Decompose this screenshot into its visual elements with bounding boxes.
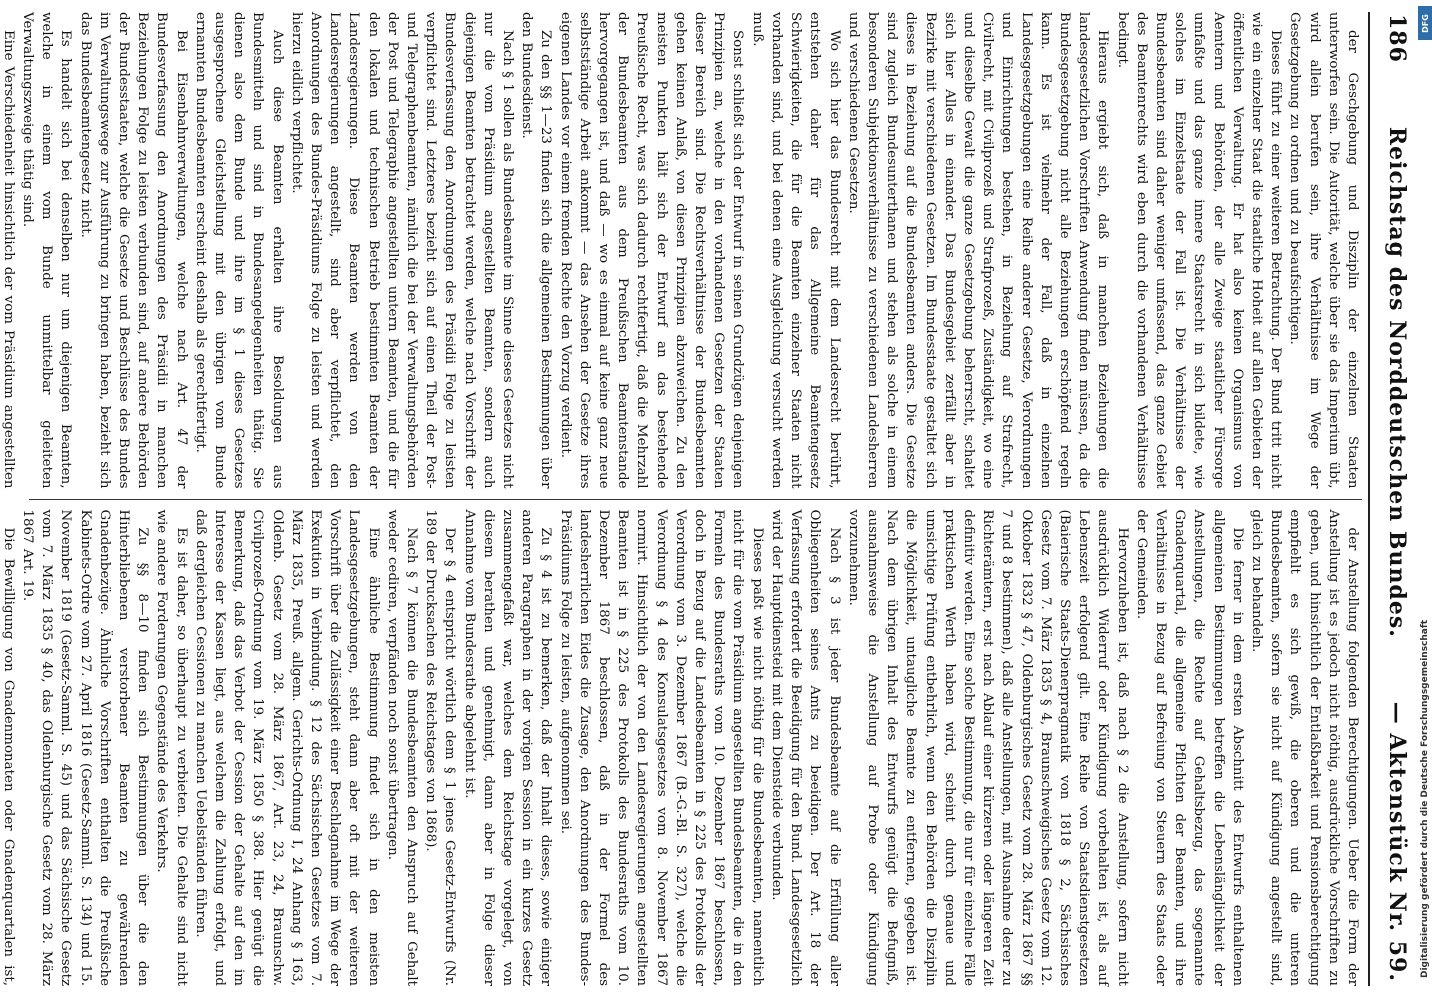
body-paragraph: Eine Verschiedenheit hinsichtlich der vom Präsidium angestellten [0, 30, 16, 489]
body-paragraph: Nach § 7 können die Bundesbeamten den Anspruch auf Gehalt weder cediren, verpfänden noch sonst übertragen. [384, 509, 420, 986]
running-head-left-title: Reichstag des Norddeutschen Bundes. [1384, 126, 1410, 638]
body-paragraph: Zu den §§ 1—23 finden sich die allgemeinen Bestimmungen über den Bundesdienst. [519, 12, 554, 489]
body-paragraph: Es ist daher, so überhaupt zu verbieten. Die Gehalte sind nicht wie andere Forderungen Gegenstände des Verkehrs. [154, 509, 189, 986]
body-paragraph: Es handelt sich bei denselben nur um diejenigen Beamten, welche in einem vom Bunde unmittelbar geleiteten Verwaltungszweige thätig sind. [19, 12, 74, 489]
body-paragraph: Eine ähnliche Bestimmung findet sich in den meisten Landesgesetzgebungen, steht dann aber oft mit der weiteren Vorschrift über die Zulässigkeit einer Beschlagnahme im Wege der Exekution in Verbindung. § 12 des Sächsischen Gesetzes vom 7. März 1835, Preuß. allgem. Gerichts-Ordnung I, 24 Anhang § 163, Oldenb. Gesetz vom 28. März 1867, Art. 23, 24, Braunschw. Civilprozeß-Ordnung vom 19. März 1850 § 388. Hier genügt die Bemerkung, daß das Verbot der Cession der Gehalte auf den im Interesse der Kassen liegt, aus welchem die Zahlung erfolgt, und daß dergleichen Cessionen zu manchen Uebelständen führen. [192, 509, 381, 986]
body-paragraph: Bei Eisenbahnverwaltungen, welche nach Art. 47 der Bundesverfassung den Anordnungen des Präsidii in manchen Beziehungen Folge zu leisten verbunden sind, auf andere Behörden der Bundesstaaten, welche die Gesetze und Beschlüsse des Bundes im Verwaltungswege zur Ausführung zu bringen haben, bezieht sich das Bundesbeamtengesetz nicht. [77, 12, 189, 489]
text-columns [0, 12, 1362, 986]
body-paragraph: Dieses paßt wie nicht nöthig für die Bundesbeamten, namentlich nicht für die vom Präsidium angestellten Bundesbeamten, die in den Formeln des Bundesraths vom 10. Dezember 1867 beschlossen, doch in Bezug auf die Landesbeamten in § 225 des Protokolls der Verordnung vom 3. Dezember 1867 (B.-G.-Bl. S. 327), welche die Verordnung § 4 des Konsulatsgesetzes vom 8. November 1867 normirt. Hinsichtlich der von den Landesregierungen angestellten Beamten ist in § 225 des Protokolls des Bundesraths vom 10. Dezember 1867 beschlossen, daß in der Formel des landesherrlichen Eides die Zusage, den Anordnungen des Bundes-Präsidiums Folge zu leisten, aufgenommen sei. [557, 509, 765, 986]
page-number: 186 [1384, 14, 1410, 63]
dfg-logo-text: DFG [1420, 13, 1430, 33]
body-paragraph: Hieraus ergiebt sich, daß in manchen Beziehungen die landesgesetzlichen Vorschriften Anwendung finden müssen, da die Bundesgesetzgebung nicht alle Beziehungen erschöpfend regeln kann. Es ist vielmehr der Fall, daß in einzelnen Landesgesetzgebungen eine Reihe anderer Gesetze, Verordnungen und Einrichtungen bestehen, in Beziehung auf Strafrecht, Civilrecht, mit Civilprozeß und Strafprozeß, Zuständigkeit, wo eine und dieselbe Gewalt die ganze Gesetzgebung beherrscht, schaltet sich hier Alles in einander. Das Bundesgebiet zerfällt aber in Bezirke mit verschiedenen Gesetzen. Im Bundesstaate gestaltet sich dieses in Beziehung auf die Bundesbeamten anders. Die Gesetze sind zugleich Bundesunterthanen und stehen als solche in einem besonderen Subjektionsverhältnisse zu verschiedenen Landesherren und verschiedenen Gesetzen. [845, 12, 1111, 489]
digitization-credit-text: Digitalisierung gefördert durch die Deutsche Forschungsgemeinschaft [1420, 619, 1430, 978]
body-paragraph: der Anstellung folgenden Berechtigungen. Ueber die Form der Anstellung ist es jedoch nicht nöthig, ausdrückliche Vorschriften zu geben, und hinsichtlich der Entlaßbarkeit und Pensionsberechtigung empfiehlt es sich gewiß, die oberen und die unteren Bundesbeamten, sofern sie nicht auf Kündigung angestellt sind, gleich zu behandeln. [1248, 509, 1360, 986]
body-paragraph: Nach § 1 sollen als Bundesbeamte im Sinne dieses Gesetzes nicht nur die vom Präsidium angestellten Beamten, sondern auch diejenigen Beamten betrachtet werden, welche nach Vorschrift der Bundesverfassung den Anordnungen des Präsidii Folge zu leisten verpflichtet sind. Letzteres bezieht sich auf einen Theil der Post- und Telegraphenbeamten, nämlich die bei der Verwaltungsbehörden der Post und Telegraphie angestellten untern Beamten, und die für den lokalen und technischen Betrieb bestimmten Beamten der Landesregierungen. Diese Beamten werden von den Landesregierungen angestellt, sind aber verpflichtet, den Anordnungen des Bundes-Präsidiums Folge zu leisten und werden hierzu eidlich verpflichtet. [288, 12, 516, 489]
body-paragraph: Dieses führt zu einer weiteren Betrachtung. Der Bund tritt nicht wie ein einzelner Staat die staatliche Hoheit auf allen Gebieten der öffentlichen Verwaltung. Er hat also keinen Organismus von Aemtern und Behörden, der alle Zweige staatlicher Fürsorge umfaßte und das ganze innere Staatsrecht in sich bildete, wie solches im Einzelstaate der Fall ist. Die Verhältnisse der Bundesbeamten sind daher weniger umfassend, das ganze Gebiet des Beamtenrechts wird eben durch die vorhandenen Verhältnisse bedingt. [1114, 12, 1284, 489]
body-paragraph: Auch diese Beamten erhalten ihre Besoldungen aus Bundesmitteln und sind in Bundesangelegenheiten thätig. Sie dienen also dem Bunde und ihre im § 1 dieses Gesetzes ausgesprochene Gleichstellung mit den übrigen vom Bunde ernannten Bundesbeamten erscheint deshalb als gerechtfertigt. [192, 12, 285, 489]
digitization-credit [1418, 8, 1430, 998]
body-paragraph: Hervorzuheben ist, daß nach § 2 die Anstellung, sofern nicht ausdrücklich Widerruf oder Kündigung vorbehalten ist, als auf Lebenszeit erfolgend gilt. Eine Reihe von Staatsdienstgesetzen (Baierische Staats-Dienerpragmatik von 1818 § 2, Sächsisches Gesetz vom 7. März 1835 § 4, Braunschweigisches Gesetz vom 12. Oktober 1832 § 47, Oldenburgisches Gesetz vom 28. März 1867 §§ 7 und 8 bestimmen), daß alle Anstellungen, mit Ausnahme derer zu Richterämtern, erst nach Ablauf einer kürzeren oder längeren Zeit definitiv werden. Eine solche Bestimmung, die nur für einzelne Fälle praktischen Werth haben wird, scheint durch genaue und umsichtige Prüfung entbehrlich, wenn den Behörden die Disziplin die Möglichkeit, untaugliche Beamte zu entfernen, gegeben ist. Nach dem übrigen Inhalt des Entwurfs genügt die Befugniß, ausnahmsweise die Anstellung auf Probe oder Kündigung vorzunehmen. [845, 509, 1130, 986]
body-paragraph: Nach § 3 ist jeder Bundesbeamte auf die Erfüllung aller Obliegenheiten seines Amts zu beeidigen. Der Art. 18 der Verfassung erfordert die Beeidigung für den Bund. Landesgesetzlich wird der Hauptdiensteid mit dem Diensteide verbunden. [768, 509, 842, 986]
running-head [1374, 14, 1420, 982]
body-paragraph: Sonst schließt sich der Entwurf in seinen Grundzügen denjenigen Prinzipien an, welche in den vorhandenen Gesetzen der Staaten dieser Bereich sind. Die Rechtsverhältnisse der Bundesbeamten gehen keinen Anlaß, von diesen Prinzipien abzuweichen. Zu den meisten Punkten hält sich der Entwurf an das bestehende Preußische Recht, was sich dadurch rechtfertigt, daß die Mehrzahl der Bundesbeamten aus dem Preußischen Beamtenstande hervorgegangen ist, und daß — wo es einmal auf keine ganz neue selbstständige Arbeit ankommt — das Ansehen der Gesetze ihres eigenen Landes vor einem fremden Rechte den Vorzug verdient. [557, 12, 746, 489]
running-head-right-title: — Aktenstück Nr. 59. [1384, 701, 1410, 982]
body-paragraph: Zu § 4 ist zu bemerken, daß der Inhalt dieses, sowie einiger anderen Paragraphen in der vorigen Session in ein kurzes Gesetz zusammengefaßt war, welches dem Reichstage vorgelegt, von diesem berathen und genehmigt, dann aber in Folge dieser Annahme vom Bundesrathe abgelehnt ist. [461, 509, 554, 986]
right-column [0, 509, 1362, 987]
left-column [0, 12, 1362, 489]
column-divider [29, 499, 1362, 500]
body-paragraph: Die Bewilligung von Gnadenmonaten oder Gnadenquartalen ist, [0, 527, 16, 986]
body-paragraph: Wo sich hier das Bundesrecht mit dem Landesrecht berührt, entstehen daher für das Allgemeine Beamtengesetz Schwierigkeiten, die für die Beamten einzelner Staaten nicht vorhanden sind, und bei denen eine Ausgleichung versucht werden muß. [749, 12, 842, 489]
body-paragraph: Die ferner in dem ersten Abschnitt des Entwurfs enthaltenen allgemeinen Bestimmungen betreffen die Lebenslänglichkeit der Anstellungen, die Rechte auf Gehaltsbezug, das sogenannte Gnadenquartal, die allgemeine Pflichten der Beamten, und ihre Verhältnisse in Bezug auf Befreiung von Steuern des Staats oder der Gemeinden. [1133, 509, 1245, 986]
header-rule [1368, 12, 1370, 986]
body-paragraph: Der § 4 entspricht wörtlich dem § 1 jenes Gesetz-Entwurfs (Nr. 189 der Drucksachen des Reichstages von 1868). [423, 509, 458, 986]
body-paragraph: Zu §§ 8—10 finden sich Bestimmungen über die den Hinterbliebenen verstorbener Beamten zu gewährenden Gnadenbezüge. Ähnliche Vorschriften enthalten die Preußische Kabinets-Ordre vom 27. April 1816 (Gesetz-Samml. S. 134) und 15. November 1819 (Gesetz-Samml. S. 45) und das Sächsische Gesetz vom 7. März 1835 § 40, das Oldenburgische Gesetz vom 28. März 1867 Art. 19. [19, 509, 151, 986]
body-paragraph: der Geschgebung und Disziplin der einzelnen Staaten unterworfen sein. Die Autorität, welche über sie das Imperium übt, wird allein berufen sein, ihre Verhältnisse im Wege der Gesetzgebung zu ordnen und zu beaufsichtigen. [1287, 12, 1360, 489]
